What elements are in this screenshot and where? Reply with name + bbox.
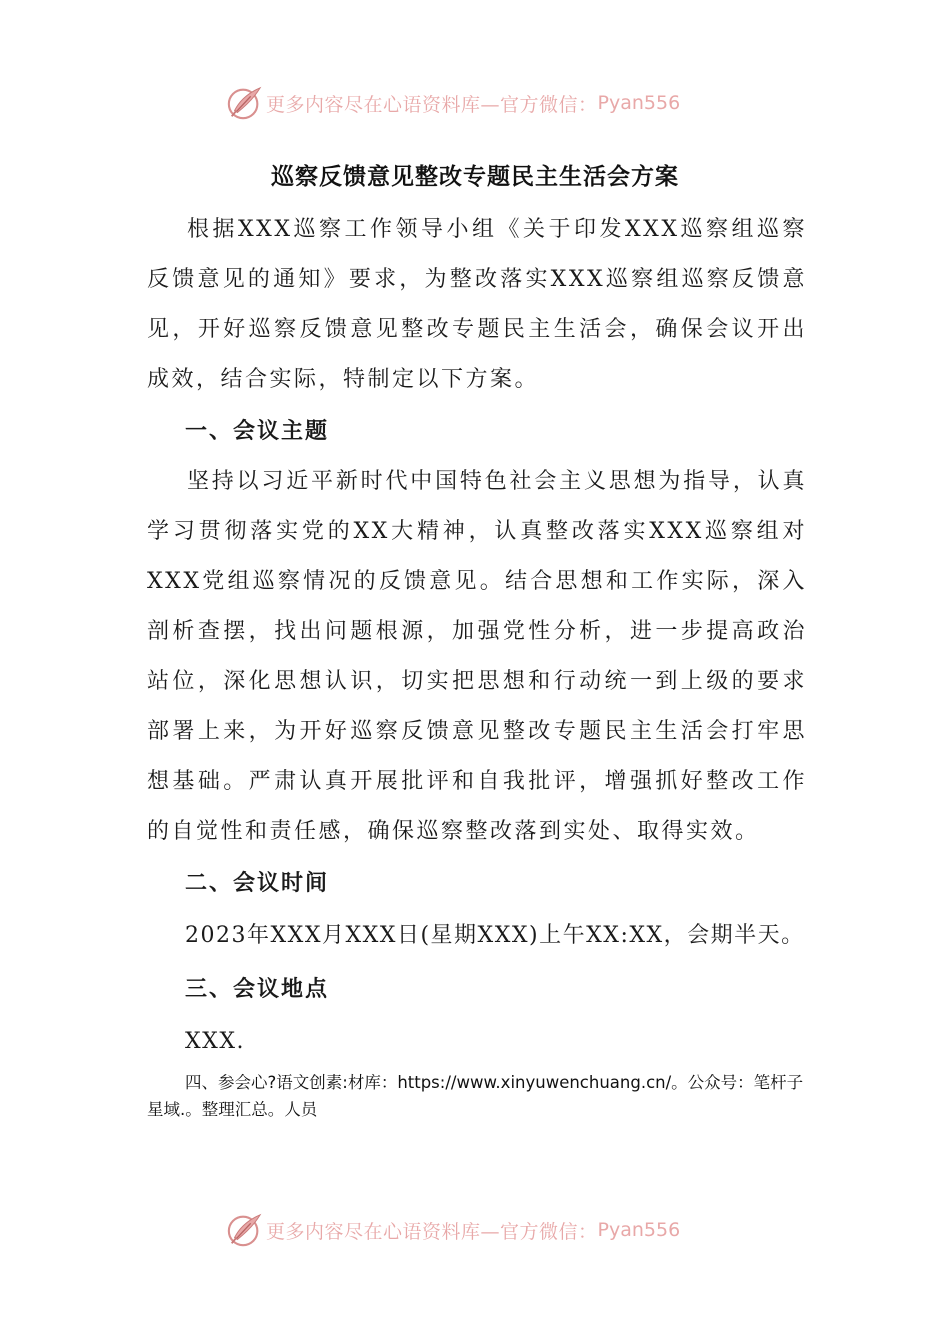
header-watermark [226, 83, 680, 123]
location-paragraph: XXX. [185, 1029, 245, 1054]
theme-paragraph: 坚持以习近平新时代中国特色社会主义思想为指导，认真学习贯彻落实党的XX大精神，认真整改落实XXX巡察组对XXX党组巡察情况的反馈意见。结合思想和工作实际，深入剖析查摆，找出问题根源，加强党性分析，进一步提高政治站位，深化思想认识，切实把思想和行动统一到上级的要求部署上来，为开好巡察反馈意见整改专题民主生活会打牢思想基础。严肃认真开展批评和自我批评，增强抓好整改工作的自觉性和责任感，确保巡察整改落到实处、取得实效。 [147, 469, 807, 844]
intro-paragraph: 根据XXX巡察工作领导小组《关于印发XXX巡察组巡察反馈意见的通知》要求，为整改落实XXX巡察组巡察反馈意见，开好巡察反馈意见整改专题民主生活会，确保会议开出成效，结合实际，特制定以下方案。 [147, 217, 807, 392]
participants-note: 四、参会心?语文创素:材库：https://www.xinyuwenchuang.cn/。公众号：笔杆子星域.。整理汇总。人员 [147, 1073, 804, 1119]
section-heading-theme: 一、会议主题 [185, 418, 330, 444]
watermark-text: 更多内容尽在心语资料库—官方微信： [266, 93, 598, 116]
document-title: 巡察反馈意见整改专题民主生活会方案 [271, 163, 679, 190]
watermark-text: 更多内容尽在心语资料库—官方微信： [266, 1220, 598, 1243]
document-body [147, 205, 807, 1123]
section-heading-time: 二、会议时间 [185, 870, 330, 896]
quill-logo-icon [226, 84, 264, 122]
watermark-contact: Pyan556 [597, 1219, 681, 1241]
section-heading-location: 三、会议地点 [185, 976, 330, 1002]
quill-logo-icon [226, 1211, 264, 1249]
footer-watermark [226, 1210, 680, 1250]
time-paragraph: 2023年XXX月XXX日(星期XXX)上午XX:XX，会期半天。 [185, 923, 805, 948]
watermark-contact: Pyan556 [597, 92, 681, 114]
